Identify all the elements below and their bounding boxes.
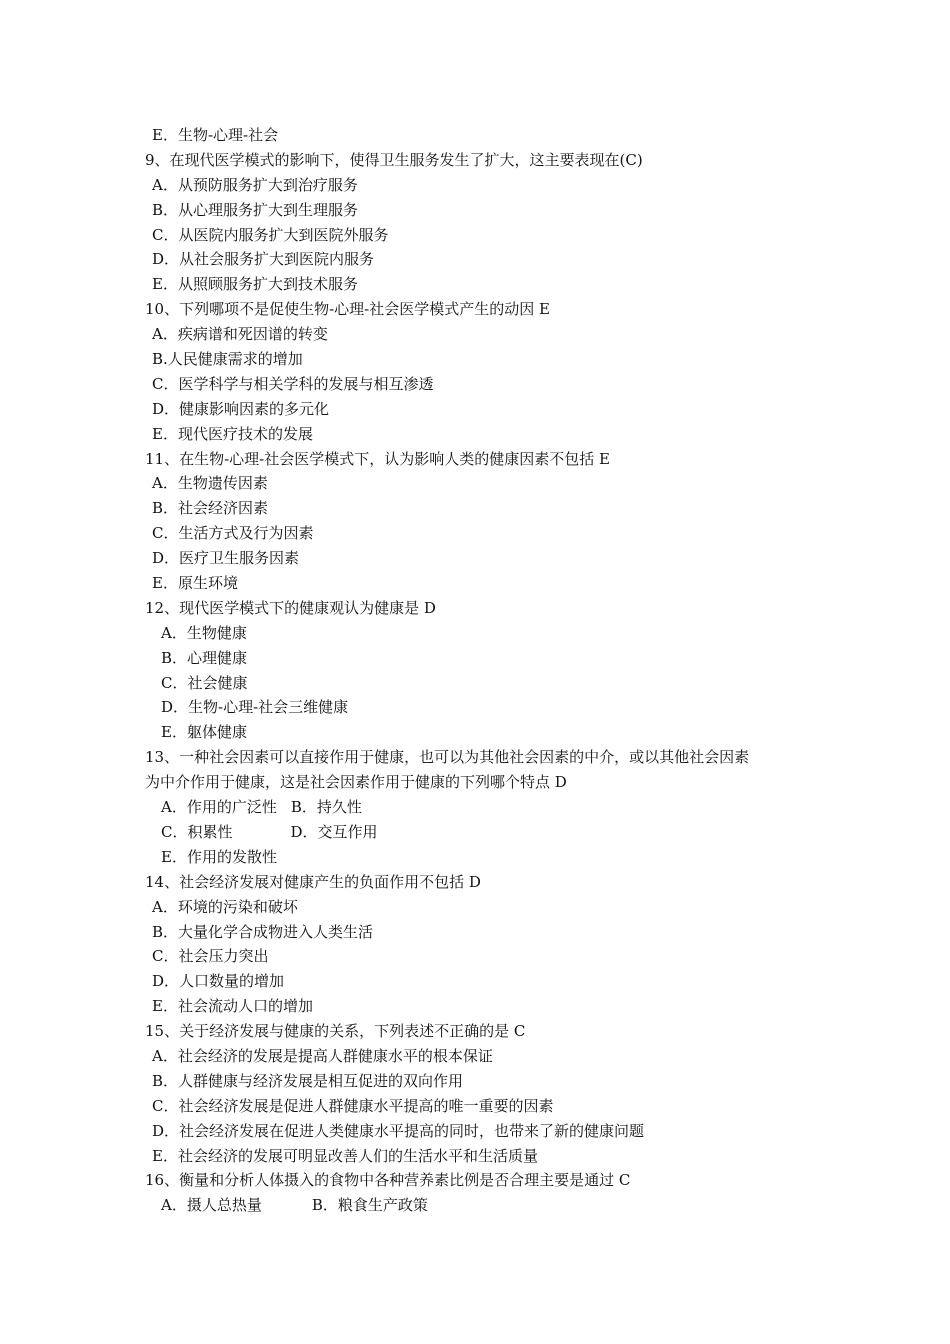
question-text: 9、在现代医学模式的影响下，使得卫生服务发生了扩大，这主要表现在(C) — [145, 150, 643, 169]
question-line — [0, 596, 950, 621]
option-text: D．社会经济发展在促进人类健康水平提高的同时，也带来了新的健康问题 — [152, 1121, 645, 1140]
option-line — [0, 272, 950, 297]
option-text: C．生活方式及行为因素 — [152, 524, 314, 543]
option-line — [0, 173, 950, 198]
question-text: 16、衡量和分析人体摄入的食物中各种营养素比例是否合理主要是通过 C — [145, 1171, 631, 1190]
question-text: 10、下列哪项不是促使生物-心理-社会医学模式产生的动因 E — [145, 300, 550, 319]
option-text: C．社会压力突出 — [152, 947, 269, 966]
option-line — [0, 994, 950, 1019]
option-text: C．从医院内服务扩大到医院外服务 — [152, 225, 389, 244]
question-line — [0, 1019, 950, 1044]
option-line — [0, 322, 950, 347]
option-text: B．持久性 — [290, 798, 362, 817]
option-line — [0, 621, 950, 646]
option-line — [0, 521, 950, 546]
option-line — [0, 845, 950, 870]
option-line — [0, 920, 950, 945]
option-line — [0, 671, 950, 696]
question-line — [0, 297, 950, 322]
option-text: A．生物健康 — [161, 623, 247, 642]
option-text: E．社会经济的发展可明显改善人们的生活水平和生活质量 — [152, 1146, 538, 1165]
question-line — [0, 770, 950, 795]
option-text: D．医疗卫生服务因素 — [152, 549, 300, 568]
option-text: D．人口数量的增加 — [152, 972, 285, 991]
question-line — [0, 447, 950, 472]
option-line — [0, 223, 950, 248]
option-text: E．作用的发散性 — [161, 847, 277, 866]
option-text: B.人民健康需求的增加 — [152, 350, 303, 369]
option-line — [0, 695, 950, 720]
option-text: E．从照顾服务扩大到技术服务 — [152, 275, 358, 294]
option-text: D．健康影响因素的多元化 — [152, 399, 330, 418]
option-line — [0, 496, 950, 521]
option-text: D．交互作用 — [290, 822, 378, 841]
question-line — [0, 870, 950, 895]
option-line — [0, 198, 950, 223]
question-line — [0, 148, 950, 173]
option-text: D．从社会服务扩大到医院内服务 — [152, 250, 375, 269]
option-line — [0, 1069, 950, 1094]
question-text: 13、一种社会因素可以直接作用于健康，也可以为其他社会因素的中介，或以其他社会因素 — [145, 748, 750, 767]
option-line — [0, 546, 950, 571]
option-text: B．大量化学合成物进入人类生活 — [152, 922, 374, 941]
option-text: E．生物-心理-社会 — [152, 126, 279, 144]
option-text: B．从心理服务扩大到生理服务 — [152, 200, 359, 219]
option-line — [0, 1119, 950, 1144]
option-text: E．现代医疗技术的发展 — [152, 424, 313, 443]
option-line — [0, 571, 950, 596]
option-line — [0, 123, 950, 148]
option-line — [0, 1094, 950, 1119]
option-line — [0, 397, 950, 422]
option-text: A．环境的污染和破坏 — [152, 897, 298, 916]
option-line — [0, 1044, 950, 1069]
question-text: 12、现代医学模式下的健康观认为健康是 D — [145, 598, 436, 617]
option-text: D．生物-心理-社会三维健康 — [161, 698, 349, 717]
option-text: C．社会经济发展是促进人群健康水平提高的唯一重要的因素 — [152, 1096, 554, 1115]
question-text: 14、社会经济发展对健康产生的负面作用不包括 D — [145, 872, 481, 891]
question-text: 为中介作用于健康，这是社会因素作用于健康的下列哪个特点 D — [145, 773, 567, 792]
question-text: 11、在生物-心理-社会医学模式下，认为影响人类的健康因素不包括 E — [145, 449, 610, 468]
option-text: B．心理健康 — [161, 648, 248, 667]
option-text: E．躯体健康 — [161, 723, 247, 742]
option-text: A．摄人总热量 — [161, 1196, 262, 1215]
option-line — [0, 422, 950, 447]
option-text: B．粮食生产政策 — [311, 1196, 428, 1215]
question-line — [0, 1168, 950, 1193]
option-line — [0, 471, 950, 496]
option-line — [0, 895, 950, 920]
option-text: C．社会健康 — [161, 673, 248, 692]
option-text: A．社会经济的发展是提高人群健康水平的根本保证 — [152, 1046, 493, 1065]
question-text: 15、关于经济发展与健康的关系，下列表述不正确的是 C — [145, 1022, 526, 1041]
option-line — [0, 969, 950, 994]
option-line — [0, 795, 950, 820]
option-line — [0, 1144, 950, 1169]
option-line — [0, 820, 950, 845]
option-text: A．作用的广泛性 — [161, 798, 277, 817]
option-text: A．疾病谱和死因谱的转变 — [152, 325, 328, 344]
option-line — [0, 247, 950, 272]
option-text: B．社会经济因素 — [152, 499, 269, 518]
option-line — [0, 372, 950, 397]
option-text: E．社会流动人口的增加 — [152, 997, 313, 1016]
option-text: B．人群健康与经济发展是相互促进的双向作用 — [152, 1071, 464, 1090]
option-text: C．积累性 — [161, 822, 233, 841]
option-line — [0, 944, 950, 969]
option-line — [0, 347, 950, 372]
option-text: A．从预防服务扩大到治疗服务 — [152, 175, 358, 194]
option-text: C．医学科学与相关学科的发展与相互渗透 — [152, 374, 434, 393]
question-list — [0, 123, 950, 1218]
option-text: A．生物遗传因素 — [152, 474, 268, 493]
option-line — [0, 1193, 950, 1218]
option-text: E．原生环境 — [152, 574, 238, 593]
option-line — [0, 720, 950, 745]
question-line — [0, 745, 950, 770]
option-line — [0, 646, 950, 671]
